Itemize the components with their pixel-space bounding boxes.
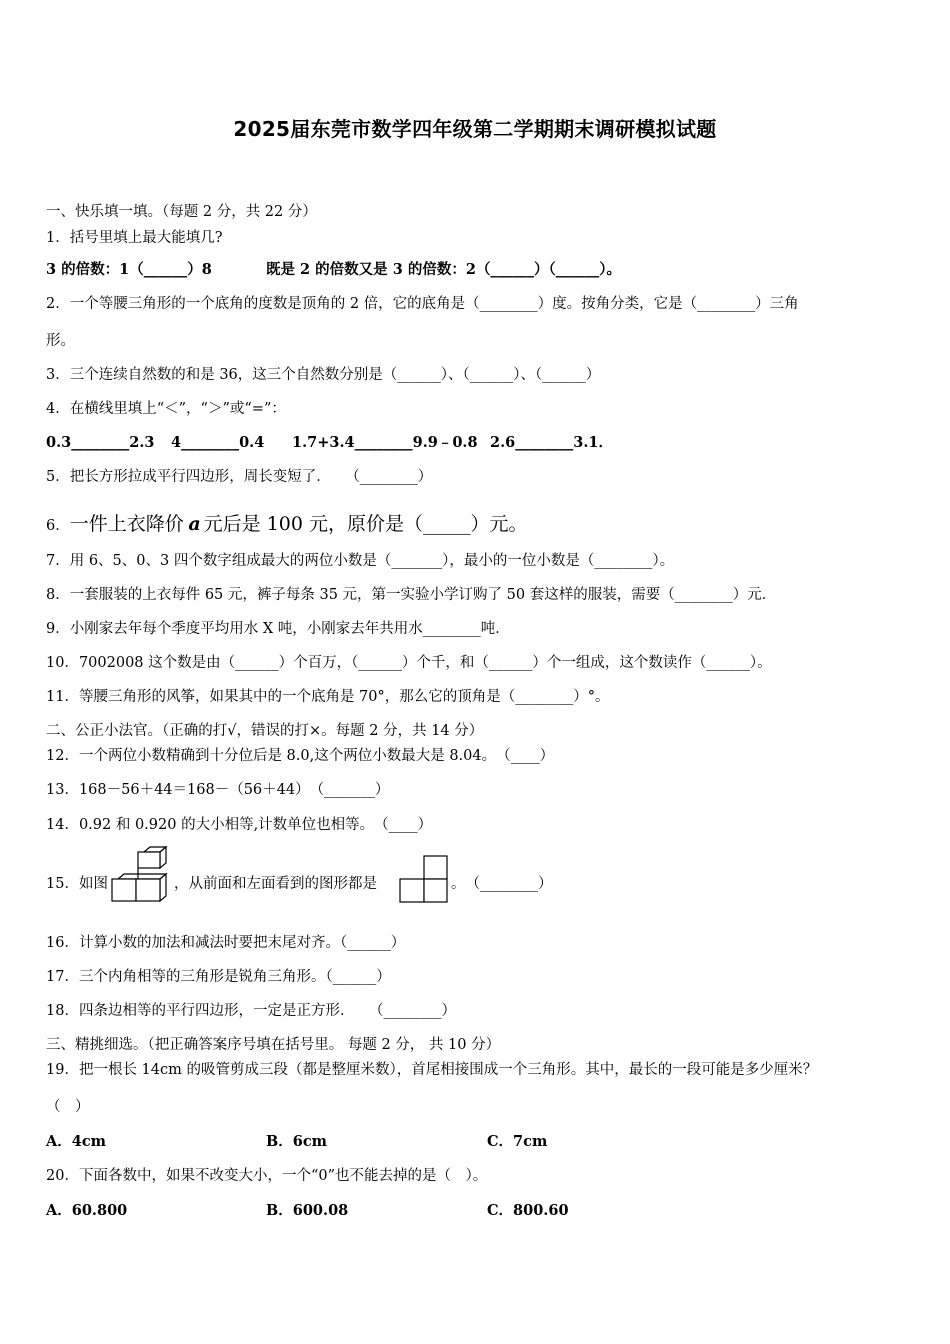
view-shape-figure	[399, 855, 449, 903]
question-19-option-b: B．6cm	[266, 1133, 328, 1150]
question-19: 19．把一根长 14cm 的吸管剪成三段（都是整厘米数），首尾相接围成一个三角形。其中，最长的一段可能是多少厘米？	[46, 1062, 818, 1078]
bottom-left-cube-front	[112, 879, 136, 901]
question-12: 12．一个两位小数精确到十分位后是 8.0,这个两位小数最大是 8.04。 （____）	[46, 748, 555, 764]
question-6-text-2: 元后是 100 元，原价是（_____）元。	[203, 513, 528, 535]
question-3: 3．三个连续自然数的和是 36，这三个自然数分别是（______）、（______）、（______）	[46, 367, 601, 383]
question-4-item-a: 0.3________2.3	[46, 434, 155, 451]
top-cube-front-face	[138, 852, 160, 868]
bottom-right-cube-front	[136, 879, 160, 901]
question-15-text: ，从前面和左面看到的图形都是	[174, 876, 377, 892]
bottom-row-side-face	[160, 874, 166, 901]
question-20-option-a: A．60.800	[46, 1202, 128, 1219]
cube-stack-figure	[111, 845, 169, 903]
question-8: 8．一套服装的上衣每件 65 元，裤子每条 35 元，第一实验小学订购了 50 套这样的服装，需要（________）元．	[46, 587, 777, 603]
bottom-row-top-face	[118, 874, 166, 879]
question-4-item-c: 1.7+3.4________9.9﹣0.8	[292, 434, 478, 451]
section-1-heading: 一、快乐填一填。（每题 2 分，共 22 分）	[46, 204, 317, 220]
question-1: 1．括号里填上最大能填几?	[46, 230, 223, 246]
question-10: 10．7002008 这个数是由（______）个百万，（______）个千，和（______）个一组成，这个数读作（______）。	[46, 655, 772, 671]
question-1-part-a: 3 的倍数：1（______）8	[46, 261, 212, 278]
question-4-item-d: 2.6________3.1．	[490, 434, 613, 451]
question-18: 18．四条边相等的平行四边形，一定是正方形． （________）	[46, 1003, 456, 1019]
question-6-number: 6．	[46, 518, 70, 534]
question-20-option-b: B．600.08	[266, 1202, 349, 1219]
question-17: 17．三个内角相等的三角形是锐角三角形。（______）	[46, 969, 391, 985]
section-3-heading: 三、精挑细选。（把正确答案序号填在括号里。 每题 2 分， 共 10 分）	[46, 1037, 501, 1053]
view-bottom-left-square	[400, 879, 424, 902]
question-6	[46, 511, 528, 539]
question-4: 4．在横线里填上“＜”，“＞”或“=”：	[46, 401, 286, 417]
question-15-answer: 。 （________）	[451, 876, 553, 892]
question-19-option-a: A．4cm	[46, 1133, 107, 1150]
question-20-option-c: C．800.60	[487, 1202, 569, 1219]
question-9: 9．小刚家去年每个季度平均用水 X 吨，小刚家去年共用水________吨．	[46, 621, 510, 637]
view-bottom-right-square	[424, 879, 447, 902]
question-11: 11．等腰三角形的风筝，如果其中的一个底角是 70°，那么它的顶角是（________）°。	[46, 689, 610, 705]
view-top-square	[424, 856, 447, 879]
question-7: 7．用 6、5、0、3 四个数字组成最大的两位小数是（_______），最小的一位小数是（________）。	[46, 553, 675, 569]
question-6-text-1: 一件上衣降价	[69, 513, 184, 535]
question-6-variable: a	[188, 513, 201, 535]
question-1-part-b: 既是 2 的倍数又是 3 的倍数：2（______）（______）。	[266, 261, 621, 278]
section-2-heading: 二、公正小法官。（正确的打√，错误的打×。每题 2 分，共 14 分）	[46, 723, 484, 739]
question-15-label: 15．如图	[46, 876, 108, 892]
question-19-answer-bracket: （ ）	[46, 1099, 90, 1115]
question-13: 13．168－56＋44＝168－（56＋44） （_______）	[46, 782, 390, 798]
question-5: 5．把长方形拉成平行四边形，周长变短了． （________）	[46, 469, 433, 485]
question-2-line-1: 2．一个等腰三角形的一个底角的度数是顶角的 2 倍，它的底角是（________）度。按角分类，它是（________）三角	[46, 296, 799, 312]
question-14: 14．0.92 和 0.920 的大小相等,计数单位也相等。 （____）	[46, 817, 433, 833]
question-2-line-2: 形。	[46, 333, 75, 349]
question-19-option-c: C．7cm	[487, 1133, 548, 1150]
page-title: 2025届东莞市数学四年级第二学期期末调研模拟试题	[233, 117, 717, 141]
question-20: 20．下面各数中，如果不改变大小，一个“0”也不能去掉的是（ ）。	[46, 1168, 488, 1184]
question-4-item-b: 4________0.4	[171, 434, 265, 451]
question-16: 16．计算小数的加法和减法时要把末尾对齐。（______）	[46, 935, 406, 951]
